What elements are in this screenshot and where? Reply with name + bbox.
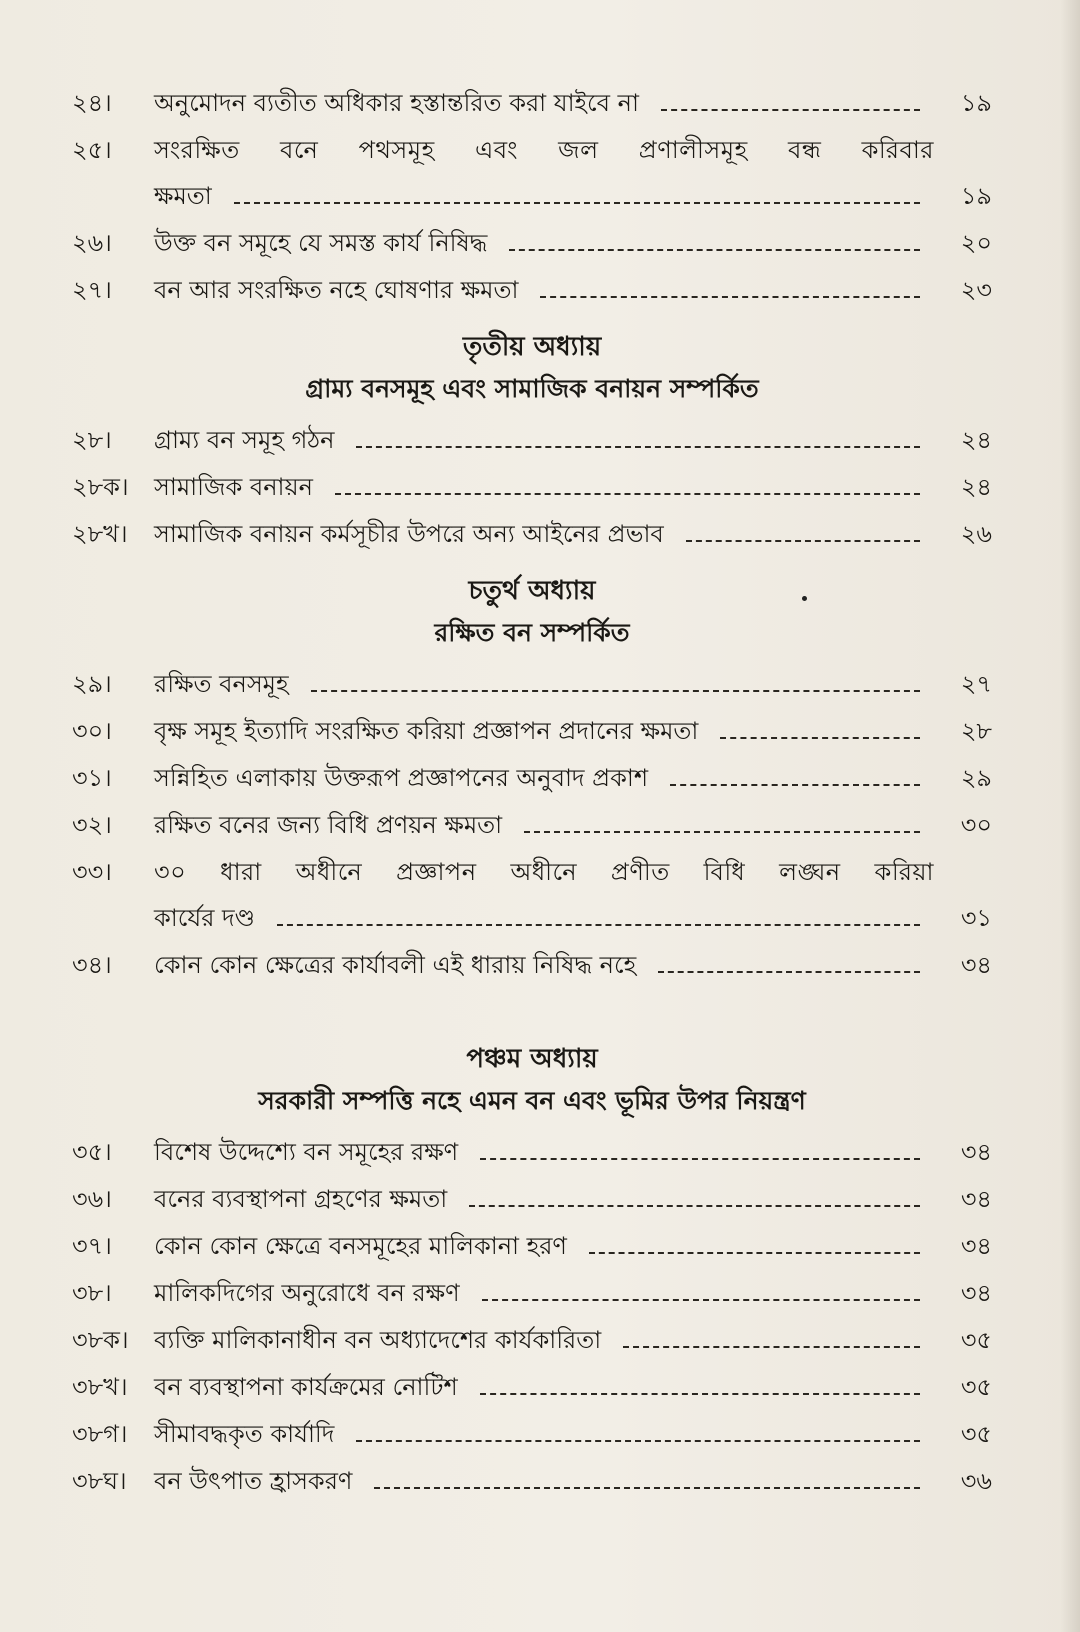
toc-section-chapter-5 (72, 1041, 992, 1498)
toc-entry-number: ২৮। (72, 426, 112, 454)
chapter-heading: পঞ্চম অধ্যায় (466, 1044, 598, 1074)
toc-section-chapter-4 (72, 573, 992, 982)
toc-entry-title-continued: ক্ষমতা (154, 182, 212, 210)
toc-entry (72, 1323, 992, 1357)
toc-entry-number: ২৮ক। (72, 473, 129, 501)
chapter-subtitle: রক্ষিত বন সম্পর্কিত (434, 618, 630, 647)
toc-entry (72, 808, 992, 842)
toc-entry-page: ১৯ (960, 182, 992, 210)
dot-leader (623, 1345, 920, 1348)
dot-leader (720, 736, 920, 739)
toc-entry-title-continued: কার্যের দণ্ড (154, 904, 256, 932)
toc-entry-title: ব্যক্তি মালিকানাধীন বন অধ্যাদেশের কার্যকারিতা (154, 1326, 602, 1354)
dot-leader (482, 1298, 920, 1301)
toc-entry-title: বন উৎপাত হ্রাসকরণ (154, 1467, 353, 1495)
toc-entry-number: ৩৮। (72, 1279, 112, 1307)
toc-entry-title: বনের ব্যবস্থাপনা গ্রহণের ক্ষমতা (154, 1185, 448, 1213)
toc-entry-page: ৩৫ (960, 1420, 992, 1448)
toc-entry-page: ২৬ (960, 520, 992, 548)
toc-entry (72, 273, 992, 307)
toc-entry (72, 470, 992, 504)
toc-entry-number: ৩০। (72, 717, 112, 745)
toc-entry-number: ৩২। (72, 811, 112, 839)
toc-entry-title: সীমাবদ্ধকৃত কার্যাদি (154, 1420, 335, 1448)
dot-leader (277, 923, 920, 926)
toc-entry-number: ৩৪। (72, 951, 112, 979)
dot-leader (480, 1157, 920, 1160)
toc-entry-page: ৩০ (960, 811, 992, 839)
dot-leader (661, 108, 920, 111)
toc-entry-title: ৩০ ধারা অধীনে প্রজ্ঞাপন অধীনে প্রণীত বিধি লঙ্ঘন করিয়া (154, 858, 934, 886)
chapter-heading: তৃতীয় অধ্যায় (462, 332, 602, 362)
table-of-contents (72, 86, 992, 1511)
toc-entry-number: ২৬। (72, 229, 112, 257)
toc-entry-title: বৃক্ষ সমূহ ইত্যাদি সংরক্ষিত করিয়া প্রজ্ঞাপন প্রদানের ক্ষমতা (154, 717, 699, 745)
toc-entry-number: ৩১। (72, 764, 112, 792)
toc-entry-page: ২৮ (960, 717, 992, 745)
toc-entry-page: ৩৪ (960, 951, 992, 979)
toc-entry-page: ৩৬ (960, 1467, 992, 1495)
dot-leader (356, 1439, 920, 1442)
dot-leader (589, 1251, 920, 1254)
toc-entry (72, 423, 992, 457)
toc-entry (72, 714, 992, 748)
toc-entry-number: ৩৮গ। (72, 1420, 128, 1448)
toc-entry-title: সন্নিহিত এলাকায় উক্তরূপ প্রজ্ঞাপনের অনুবাদ প্রকাশ (154, 764, 649, 792)
toc-entry-number: ২৭। (72, 276, 112, 304)
toc-entry-number: ৩৮খ। (72, 1373, 128, 1401)
toc-entry-page: ৩৫ (960, 1326, 992, 1354)
dot-leader (509, 248, 920, 251)
toc-entry-title: সামাজিক বনায়ন (154, 473, 313, 501)
dot-leader (311, 689, 920, 692)
toc-entry-number: ৩৫। (72, 1138, 112, 1166)
toc-entry-page: ৩৪ (960, 1232, 992, 1260)
toc-entry-title: রক্ষিত বনের জন্য বিধি প্রণয়ন ক্ষমতা (154, 811, 503, 839)
toc-entry (72, 226, 992, 260)
toc-entry (72, 855, 992, 935)
toc-entry-number: ২৪। (72, 89, 112, 117)
toc-entry-page: ৩৪ (960, 1279, 992, 1307)
toc-entry-title: অনুমোদন ব্যতীত অধিকার হস্তান্তরিত করা যাইবে না (154, 89, 639, 117)
toc-entry (72, 1417, 992, 1451)
toc-entry-title: মালিকদিগের অনুরোধে বন রক্ষণ (154, 1279, 460, 1307)
toc-entry-page: ৩৪ (960, 1185, 992, 1213)
chapter-heading: চতুর্থ অধ্যায় (468, 576, 596, 606)
dot-leader (335, 492, 920, 495)
toc-entry-page: ২৩ (960, 276, 992, 304)
toc-entry (72, 133, 992, 213)
toc-entry (72, 948, 992, 982)
dot-leader (356, 445, 920, 448)
toc-entry-page: ২৯ (960, 764, 992, 792)
toc-entry (72, 1135, 992, 1169)
dot-leader (469, 1204, 920, 1207)
toc-entry (72, 1182, 992, 1216)
toc-entry-title: উক্ত বন সমূহে যে সমস্ত কার্য নিষিদ্ধ (154, 229, 488, 257)
toc-entry (72, 86, 992, 120)
toc-entry (72, 1370, 992, 1404)
toc-entry-number: ৩৮ক। (72, 1326, 129, 1354)
toc-entry-number: ৩৬। (72, 1185, 112, 1213)
dot-leader (524, 830, 920, 833)
toc-entry-title: বিশেষ উদ্দেশ্যে বন সমূহের রক্ষণ (154, 1138, 459, 1166)
dot-leader (374, 1486, 920, 1489)
dot-leader (540, 295, 920, 298)
toc-entry (72, 1276, 992, 1310)
toc-entry (72, 1229, 992, 1263)
toc-entry-title: বন আর সংরক্ষিত নহে ঘোষণার ক্ষমতা (154, 276, 519, 304)
toc-entry-title: কোন কোন ক্ষেত্রের কার্যাবলী এই ধারায় নিষিদ্ধ নহে (154, 951, 637, 979)
toc-section-continued (72, 86, 992, 307)
dot-leader (686, 539, 920, 542)
toc-entry-title: রক্ষিত বনসমূহ (154, 670, 289, 698)
toc-entry-number: ২৮খ। (72, 520, 128, 548)
toc-entry-page: ৩৪ (960, 1138, 992, 1166)
toc-entry-page: ২৭ (960, 670, 992, 698)
toc-entry-title: বন ব্যবস্থাপনা কার্যক্রমের নোটিশ (154, 1373, 458, 1401)
page-edge-shadow (1060, 0, 1080, 1632)
toc-entry-page: ১৯ (960, 89, 992, 117)
chapter-subtitle: সরকারী সম্পত্তি নহে এমন বন এবং ভূমির উপর নিয়ন্ত্রণ (258, 1086, 806, 1115)
toc-entry-number: ৩৮ঘ। (72, 1467, 127, 1495)
dot-leader (234, 201, 920, 204)
toc-entry-page: ৩৫ (960, 1373, 992, 1401)
dot-leader (480, 1392, 920, 1395)
toc-entry (72, 761, 992, 795)
toc-entry-title: কোন কোন ক্ষেত্রে বনসমূহের মালিকানা হরণ (154, 1232, 567, 1260)
chapter-subtitle: গ্রাম্য বনসমূহ এবং সামাজিক বনায়ন সম্পর্কিত (305, 374, 759, 403)
toc-entry-title: সংরক্ষিত বনে পথসমূহ এবং জল প্রণালীসমূহ বন্ধ করিবার (154, 136, 934, 164)
toc-section-chapter-3 (72, 329, 992, 551)
toc-entry-title: সামাজিক বনায়ন কর্মসূচীর উপরে অন্য আইনের প্রভাব (154, 520, 664, 548)
toc-entry-number: ২৫। (72, 136, 112, 164)
toc-entry-number: ৩৩। (72, 858, 112, 886)
dot-leader (658, 970, 920, 973)
toc-entry (72, 1464, 992, 1498)
dot-leader (670, 783, 920, 786)
toc-entry (72, 517, 992, 551)
toc-entry-number: ৩৭। (72, 1232, 112, 1260)
toc-entry-page: ২০ (960, 229, 992, 257)
toc-entry-number: ২৯। (72, 670, 112, 698)
toc-entry-page: ২৪ (960, 473, 992, 501)
toc-entry-page: ২৪ (960, 426, 992, 454)
toc-entry-title: গ্রাম্য বন সমূহ গঠন (154, 426, 335, 454)
toc-entry-page: ৩১ (960, 904, 992, 932)
toc-entry (72, 667, 992, 701)
